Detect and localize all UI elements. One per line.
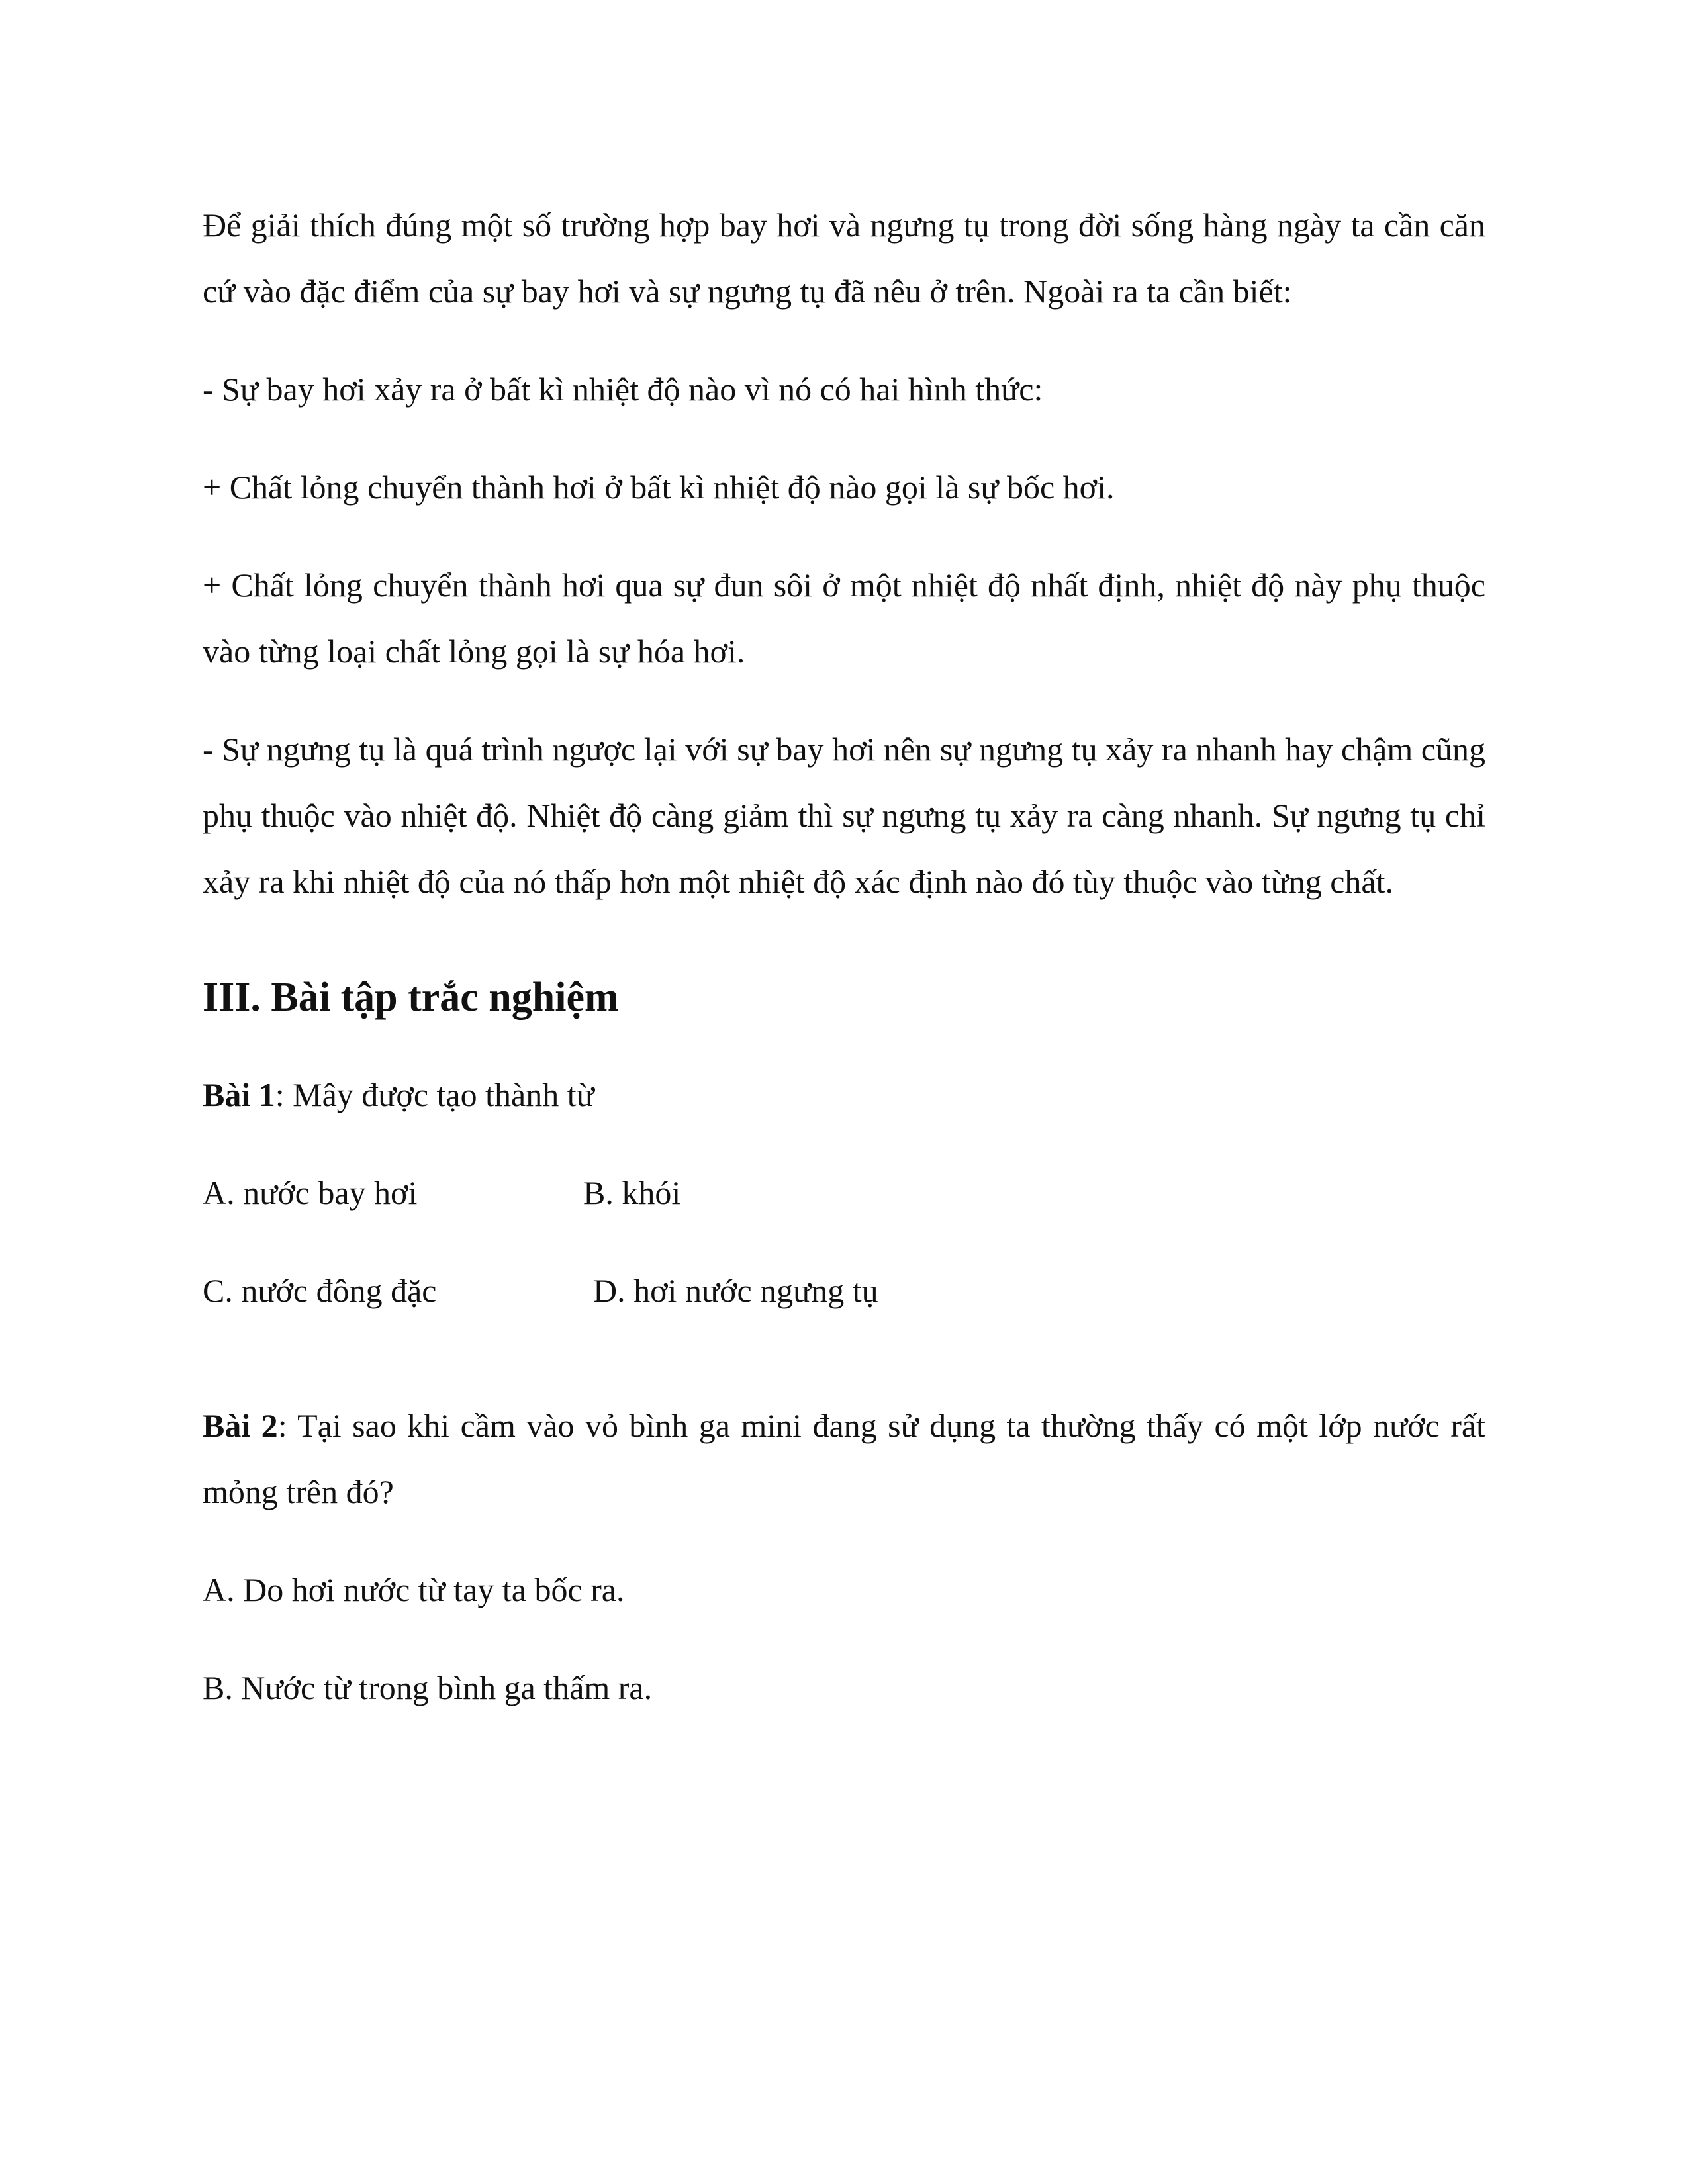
evaporation-point: - Sự bay hơi xảy ra ở bất kì nhiệt độ nào vì nó có hai hình thức:: [203, 371, 1043, 408]
question-1-label: Bài 1: [203, 1076, 275, 1113]
question-2-label: Bài 2: [203, 1407, 278, 1444]
question-2-text: : Tại sao khi cầm vào vỏ bình ga mini đang sử dụng ta thường thấy có một lớp nước rất mỏng trên đó?: [203, 1407, 1485, 1510]
question-1: [203, 1062, 1485, 1128]
question-2-option-a: A. Do hơi nước từ tay ta bốc ra.: [203, 1571, 625, 1608]
question-2-option-b: B. Nước từ trong bình ga thấm ra.: [203, 1669, 653, 1706]
document-page: [203, 192, 1485, 1752]
question-1-option-b: B. khói: [583, 1174, 681, 1211]
question-1-option-a: A. nước bay hơi: [203, 1174, 418, 1211]
intro-paragraph: Để giải thích đúng một số trường hợp bay hơi và ngưng tụ trong đời sống hàng ngày ta cần căn cứ vào đặc điểm của sự bay hơi và sự ngưng tụ đã nêu ở trên. Ngoài ra ta cần biết:: [203, 206, 1485, 310]
question-1-option-d: D. hơi nước ngưng tụ: [593, 1272, 878, 1309]
question-1-text: : Mây được tạo thành từ: [275, 1076, 594, 1113]
question-1-option-c: C. nước đông đặc: [203, 1272, 437, 1309]
question-1-options-row-1: [203, 1160, 1485, 1226]
condensation-point: - Sự ngưng tụ là quá trình ngược lại với sự bay hơi nên sự ngưng tụ xảy ra nhanh hay chậm cũng phụ thuộc vào nhiệt độ. Nhiệt độ càng giảm thì sự ngưng tụ xảy ra càng nhanh. Sự ngưng tụ chỉ xảy ra khi nhiệt độ của nó thấp hơn một nhiệt độ xác định nào đó tùy thuộc vào từng chất.: [203, 731, 1485, 900]
question-1-options-row-2: [203, 1257, 1485, 1324]
section-heading: III. Bài tập trắc nghiệm: [203, 975, 619, 1020]
evaporation-sub-point-1: + Chất lỏng chuyển thành hơi ở bất kì nhiệt độ nào gọi là sự bốc hơi.: [203, 469, 1115, 506]
evaporation-sub-point-2: + Chất lỏng chuyển thành hơi qua sự đun sôi ở một nhiệt độ nhất định, nhiệt độ này phụ thuộc vào từng loại chất lỏng gọi là sự hóa hơi.: [203, 567, 1485, 670]
question-2: [203, 1392, 1485, 1525]
